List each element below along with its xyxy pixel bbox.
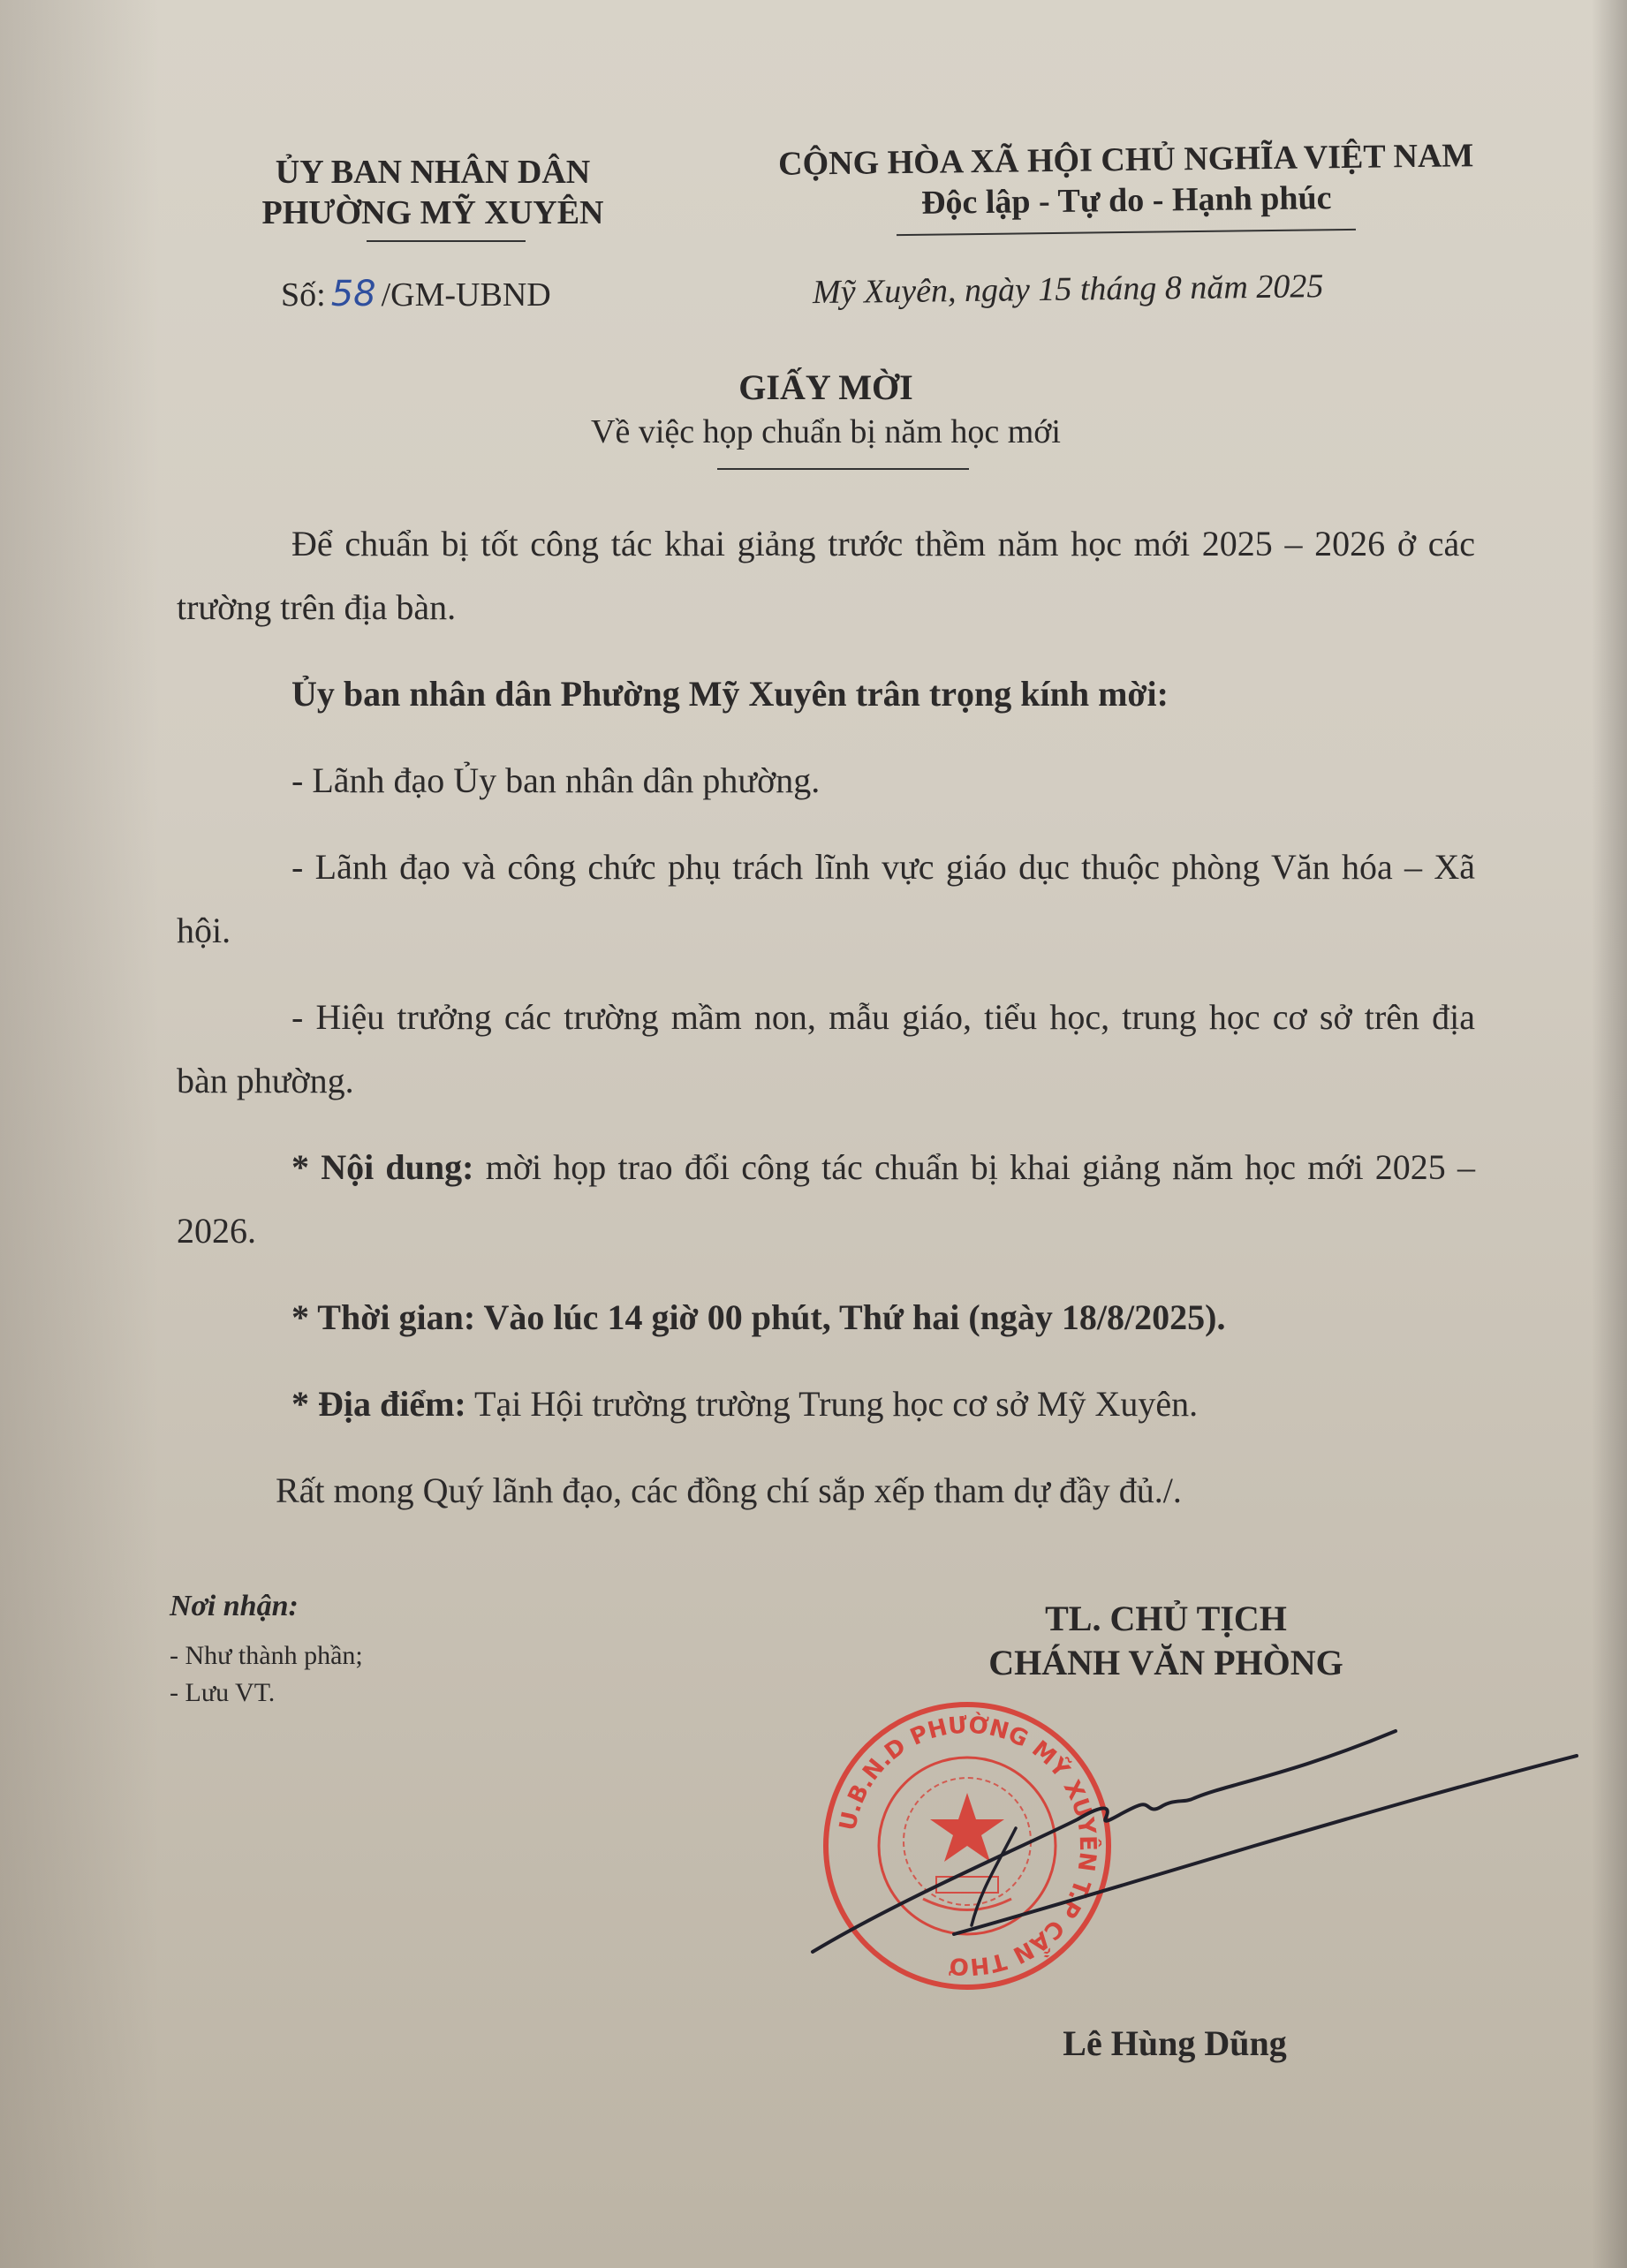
signatory-title bbox=[910, 1597, 1422, 1685]
signatory-title-line1: TL. CHỦ TỊCH bbox=[1045, 1599, 1287, 1638]
signatory-title-line2: CHÁNH VĂN PHÒNG bbox=[988, 1643, 1343, 1682]
document-title: GIẤY MỜI bbox=[738, 367, 913, 407]
time-text: Vào lúc 14 giờ 00 phút, Thứ hai (ngày 18/8/2025). bbox=[483, 1297, 1226, 1337]
stamp-text: U.B.N.D PHƯỜNG MỸ XUYÊN T.P CẦN THƠ bbox=[835, 1712, 1101, 1980]
issuer-line2: PHƯỜNG MỸ XUYÊN bbox=[261, 194, 604, 231]
nation-line2: Độc lập - Tự do - Hạnh phúc bbox=[920, 179, 1332, 222]
content-text: mời họp trao đổi công tác chuẩn bị khai giảng năm học mới 2025 – 2026. bbox=[177, 1147, 1476, 1251]
intro-paragraph: Để chuẩn bị tốt công tác khai giảng trước thềm năm học mới 2025 – 2026 ở các trường trên địa bàn. bbox=[177, 524, 1475, 627]
number-suffix: /GM-UBND bbox=[381, 276, 551, 314]
page-shadow-right bbox=[1592, 0, 1627, 2268]
issuer-underline bbox=[367, 240, 526, 242]
issuer-block bbox=[212, 152, 654, 233]
location-label: * Địa điểm: bbox=[291, 1384, 466, 1424]
document-subject: Về việc họp chuẩn bị năm học mới bbox=[591, 413, 1061, 450]
invitee-item: - Hiệu trưởng các trường mầm non, mẫu giáo, tiểu học, trung học cơ sở trên địa bàn phường. bbox=[177, 997, 1475, 1100]
nation-line1: CỘNG HÒA XÃ HỘI CHỦ NGHĨA VIỆT NAM bbox=[777, 137, 1474, 183]
place-date: Mỹ Xuyên, ngày 15 tháng 8 năm 2025 bbox=[812, 268, 1324, 312]
issuer-line1: ỦY BAN NHÂN DÂN bbox=[275, 154, 591, 191]
motto-underline bbox=[897, 229, 1356, 236]
recipient-item: - Lưu VT. bbox=[170, 1678, 276, 1707]
time-label: * Thời gian: bbox=[291, 1297, 476, 1337]
page-shadow-left bbox=[0, 0, 159, 2268]
location-text: Tại Hội trường trường Trung học cơ sở Mỹ Xuyên. bbox=[474, 1384, 1199, 1424]
national-motto-block bbox=[759, 135, 1493, 225]
invitee-item: - Lãnh đạo Ủy ban nhân dân phường. bbox=[291, 760, 821, 800]
invite-line: Ủy ban nhân dân Phường Mỹ Xuyên trân trọng kính mời: bbox=[291, 674, 1169, 714]
number-prefix: Số: bbox=[281, 276, 326, 314]
recipient-item: - Như thành phần; bbox=[170, 1641, 363, 1670]
location-paragraph bbox=[177, 1372, 1475, 1436]
signer-name: Lê Hùng Dũng bbox=[1063, 2023, 1287, 2063]
content-label: * Nội dung: bbox=[291, 1147, 474, 1187]
invitee-item: - Lãnh đạo và công chức phụ trách lĩnh vực giáo dục thuộc phòng Văn hóa – Xã hội. bbox=[177, 847, 1475, 950]
handwritten-signature bbox=[795, 1713, 1590, 1978]
number-handwritten: 58 bbox=[330, 274, 376, 314]
closing-paragraph: Rất mong Quý lãnh đạo, các đồng chí sắp xếp tham dự đầy đủ./. bbox=[276, 1470, 1182, 1510]
content-paragraph bbox=[177, 1136, 1475, 1263]
document-body bbox=[177, 512, 1475, 1546]
document-number bbox=[281, 274, 551, 314]
title-underline bbox=[717, 468, 969, 470]
time-paragraph bbox=[177, 1286, 1475, 1349]
recipients-label: Nơi nhận: bbox=[170, 1590, 299, 1622]
